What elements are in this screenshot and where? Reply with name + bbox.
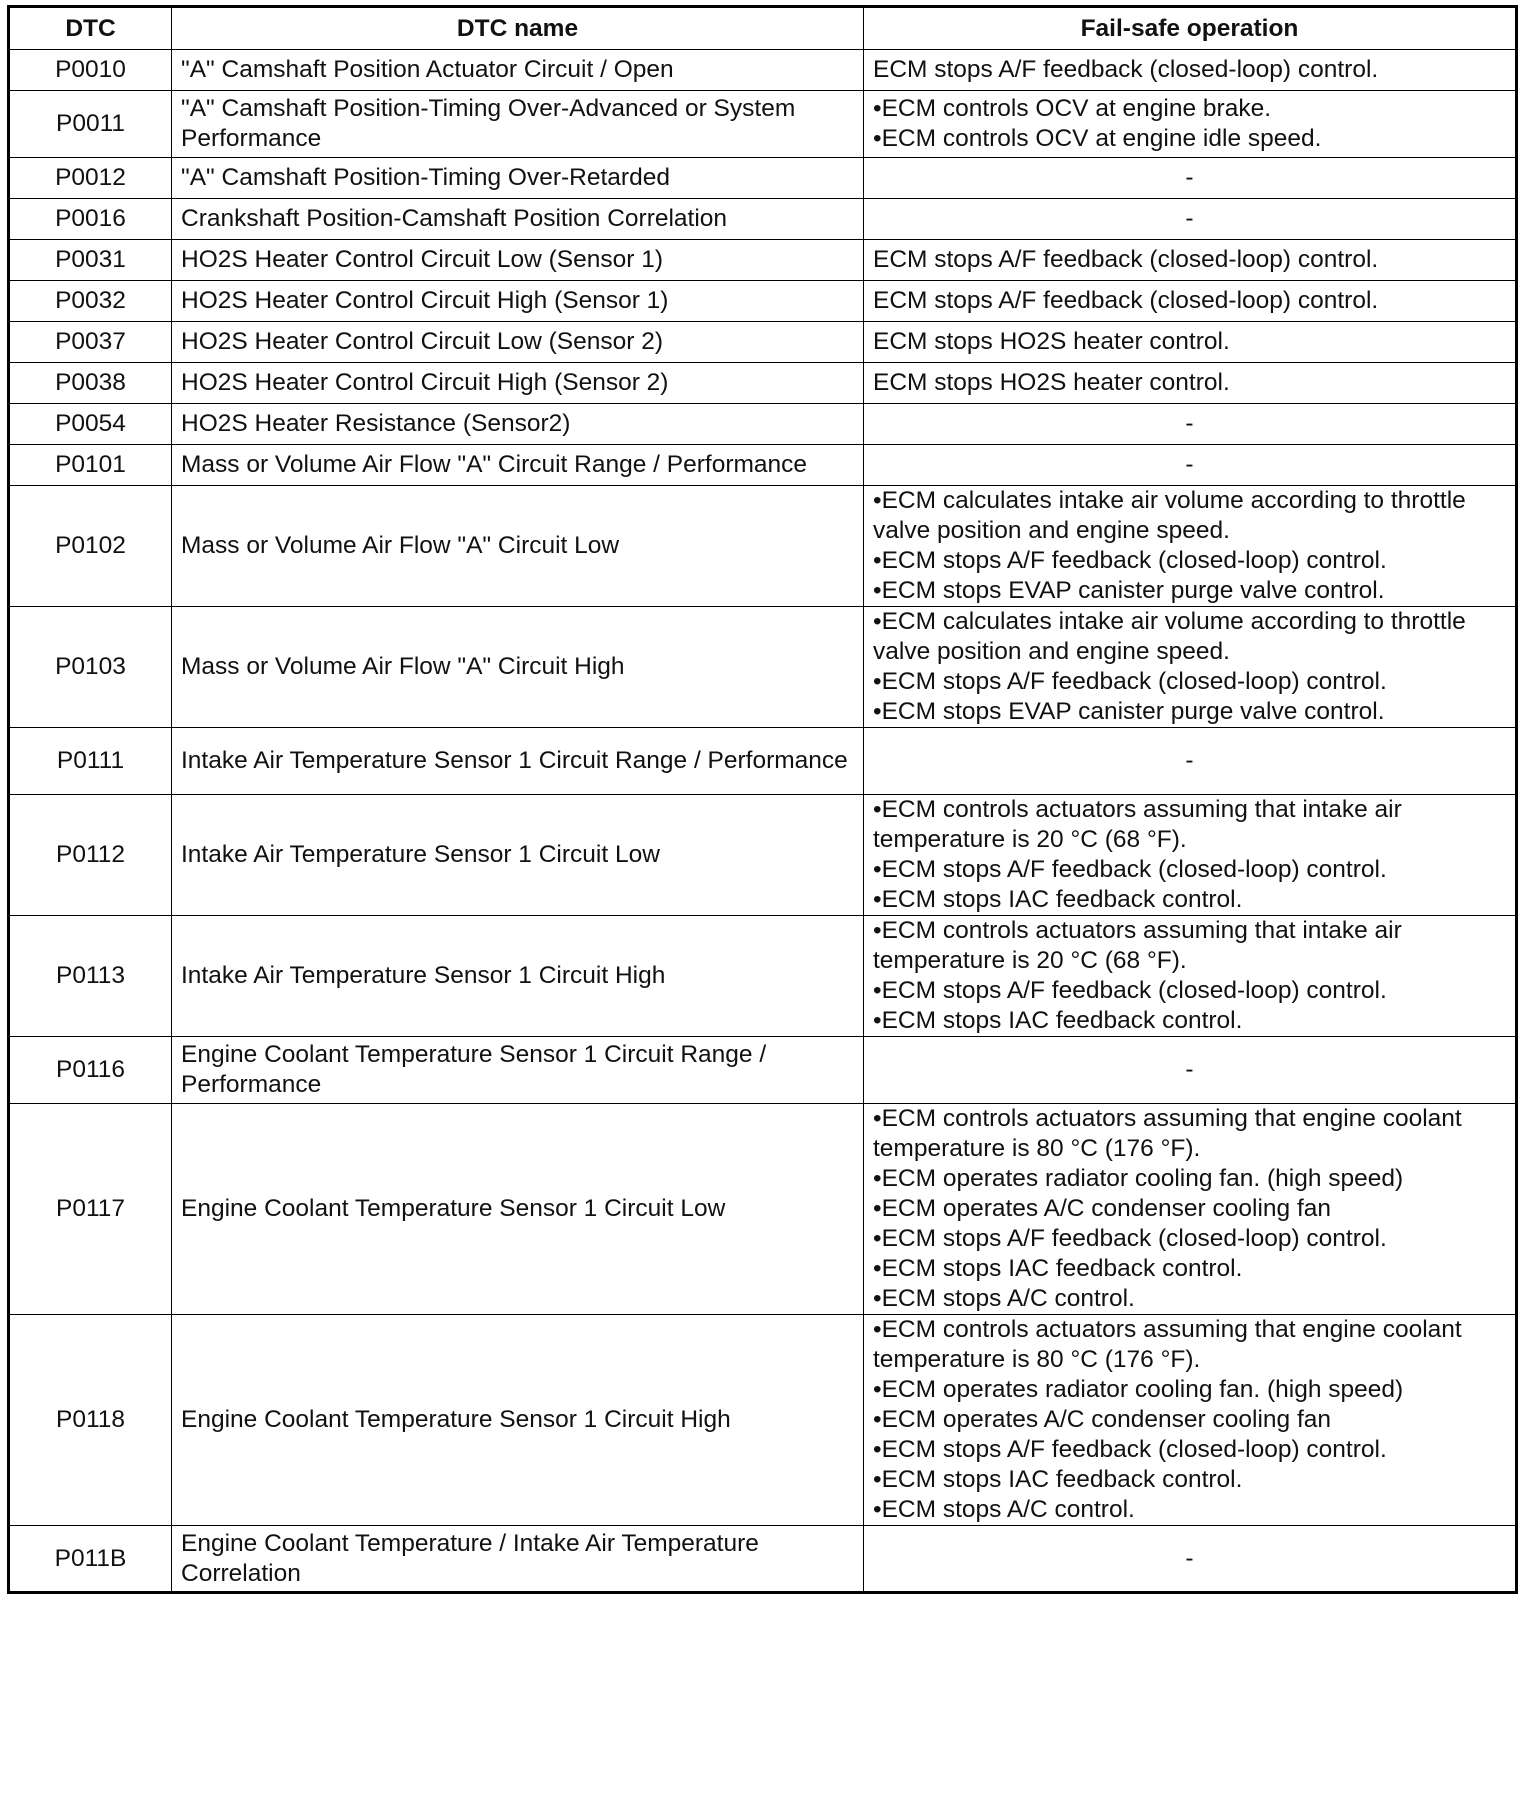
table-row	[9, 1104, 1517, 1315]
fail-safe-operation-line: ECM stops A/F feedback (closed-loop) control.	[873, 246, 1379, 273]
dtc-code-cell: P0101	[9, 445, 172, 486]
fail-safe-operation-line: •ECM operates A/C condenser cooling fan	[873, 1406, 1331, 1433]
fail-safe-operation-cell	[864, 363, 1517, 404]
fail-safe-operation-line: •ECM operates A/C condenser cooling fan	[873, 1195, 1331, 1222]
fail-safe-operation-line: •ECM operates radiator cooling fan. (high speed)	[873, 1376, 1404, 1403]
dtc-name-cell: "A" Camshaft Position-Timing Over-Advanced or System Performance	[172, 91, 864, 158]
table-row	[9, 322, 1517, 363]
table-row	[9, 404, 1517, 445]
dtc-code-cell: P0010	[9, 50, 172, 91]
fail-safe-operation-cell	[864, 91, 1517, 158]
dtc-code-cell: P011B	[9, 1526, 172, 1593]
fail-safe-operation-line: •ECM stops EVAP canister purge valve control.	[873, 577, 1385, 604]
fail-safe-operation-cell	[864, 199, 1517, 240]
fail-safe-operation-line: •ECM stops IAC feedback control.	[873, 1466, 1243, 1493]
fail-safe-operation-line: •ECM stops A/F feedback (closed-loop) control.	[873, 547, 1387, 574]
fail-safe-operation-line: •ECM stops IAC feedback control.	[873, 1007, 1243, 1034]
fail-safe-operation-line: -	[1185, 164, 1194, 191]
dtc-name-cell: Intake Air Temperature Sensor 1 Circuit Range / Performance	[172, 728, 864, 795]
dtc-name-cell: Mass or Volume Air Flow "A" Circuit High	[172, 607, 864, 728]
table-row	[9, 50, 1517, 91]
table-row	[9, 728, 1517, 795]
dtc-name-cell: Intake Air Temperature Sensor 1 Circuit High	[172, 916, 864, 1037]
fail-safe-operation-line: •ECM controls OCV at engine brake.	[873, 95, 1272, 122]
fail-safe-operation-line: •ECM stops A/C control.	[873, 1496, 1135, 1523]
dtc-fail-safe-table	[7, 5, 1518, 1594]
dtc-name-cell: Engine Coolant Temperature Sensor 1 Circuit Range / Performance	[172, 1037, 864, 1104]
dtc-code-cell: P0031	[9, 240, 172, 281]
dtc-name-cell: HO2S Heater Control Circuit High (Sensor 1)	[172, 281, 864, 322]
fail-safe-operation-cell	[864, 240, 1517, 281]
fail-safe-operation-line: •ECM controls actuators assuming that engine coolant temperature is 80 °C (176 °F).	[873, 1316, 1462, 1373]
fail-safe-operation-cell	[864, 607, 1517, 728]
table-row	[9, 1526, 1517, 1593]
fail-safe-operation-cell	[864, 281, 1517, 322]
fail-safe-operation-line: •ECM stops A/F feedback (closed-loop) control.	[873, 977, 1387, 1004]
dtc-name-cell: "A" Camshaft Position-Timing Over-Retarded	[172, 158, 864, 199]
dtc-name-cell: Engine Coolant Temperature / Intake Air Temperature Correlation	[172, 1526, 864, 1593]
dtc-code-cell: P0102	[9, 486, 172, 607]
dtc-name-cell: Mass or Volume Air Flow "A" Circuit Low	[172, 486, 864, 607]
table-row	[9, 91, 1517, 158]
fail-safe-operation-line: •ECM stops A/F feedback (closed-loop) control.	[873, 1436, 1387, 1463]
fail-safe-operation-line: •ECM stops EVAP canister purge valve control.	[873, 698, 1385, 725]
table-row	[9, 1315, 1517, 1526]
fail-safe-operation-line: •ECM controls OCV at engine idle speed.	[873, 125, 1322, 152]
header-fail-safe-operation: Fail-safe operation	[864, 7, 1517, 50]
fail-safe-operation-cell	[864, 322, 1517, 363]
dtc-code-cell: P0012	[9, 158, 172, 199]
fail-safe-operation-cell	[864, 158, 1517, 199]
table-row	[9, 486, 1517, 607]
fail-safe-operation-line: •ECM controls actuators assuming that intake air temperature is 20 °C (68 °F).	[873, 917, 1402, 974]
fail-safe-operation-line: ECM stops HO2S heater control.	[873, 369, 1230, 396]
fail-safe-operation-cell	[864, 404, 1517, 445]
dtc-name-cell: Crankshaft Position-Camshaft Position Correlation	[172, 199, 864, 240]
dtc-code-cell: P0103	[9, 607, 172, 728]
dtc-name-cell: HO2S Heater Resistance (Sensor2)	[172, 404, 864, 445]
fail-safe-operation-line: •ECM stops A/F feedback (closed-loop) control.	[873, 1225, 1387, 1252]
fail-safe-operation-line: •ECM stops IAC feedback control.	[873, 886, 1243, 913]
table-row	[9, 158, 1517, 199]
dtc-code-cell: P0111	[9, 728, 172, 795]
fail-safe-operation-line: -	[1185, 747, 1194, 774]
dtc-code-cell: P0113	[9, 916, 172, 1037]
dtc-name-cell: Mass or Volume Air Flow "A" Circuit Range / Performance	[172, 445, 864, 486]
fail-safe-operation-line: -	[1185, 205, 1194, 232]
header-dtc: DTC	[9, 7, 172, 50]
fail-safe-operation-line: •ECM calculates intake air volume according to throttle valve position and engine speed.	[873, 487, 1466, 544]
fail-safe-operation-line: •ECM controls actuators assuming that engine coolant temperature is 80 °C (176 °F).	[873, 1105, 1462, 1162]
fail-safe-operation-line: •ECM calculates intake air volume according to throttle valve position and engine speed.	[873, 608, 1466, 665]
fail-safe-operation-line: ECM stops A/F feedback (closed-loop) control.	[873, 56, 1379, 83]
dtc-name-cell: HO2S Heater Control Circuit High (Sensor 2)	[172, 363, 864, 404]
fail-safe-operation-cell	[864, 1315, 1517, 1526]
table-body	[9, 50, 1517, 1593]
fail-safe-operation-cell	[864, 1037, 1517, 1104]
fail-safe-operation-cell	[864, 1526, 1517, 1593]
fail-safe-operation-line: •ECM stops IAC feedback control.	[873, 1255, 1243, 1282]
dtc-code-cell: P0054	[9, 404, 172, 445]
fail-safe-operation-line: •ECM operates radiator cooling fan. (high speed)	[873, 1165, 1404, 1192]
fail-safe-operation-cell	[864, 795, 1517, 916]
fail-safe-operation-line: •ECM stops A/C control.	[873, 1285, 1135, 1312]
dtc-code-cell: P0118	[9, 1315, 172, 1526]
dtc-code-cell: P0016	[9, 199, 172, 240]
fail-safe-operation-line: •ECM controls actuators assuming that intake air temperature is 20 °C (68 °F).	[873, 796, 1402, 853]
fail-safe-operation-cell	[864, 728, 1517, 795]
table-row	[9, 281, 1517, 322]
fail-safe-operation-line: -	[1185, 1544, 1194, 1572]
dtc-name-cell: "A" Camshaft Position Actuator Circuit / Open	[172, 50, 864, 91]
dtc-name-cell: Engine Coolant Temperature Sensor 1 Circuit Low	[172, 1104, 864, 1315]
table-row	[9, 240, 1517, 281]
dtc-name-cell: HO2S Heater Control Circuit Low (Sensor 2)	[172, 322, 864, 363]
dtc-name-cell: Intake Air Temperature Sensor 1 Circuit Low	[172, 795, 864, 916]
header-row	[9, 7, 1517, 50]
table-row	[9, 795, 1517, 916]
fail-safe-operation-line: ECM stops HO2S heater control.	[873, 328, 1230, 355]
table-row	[9, 199, 1517, 240]
fail-safe-operation-line: •ECM stops A/F feedback (closed-loop) control.	[873, 856, 1387, 883]
fail-safe-operation-line: -	[1185, 451, 1194, 478]
fail-safe-operation-line: -	[1185, 410, 1194, 437]
table-row	[9, 363, 1517, 404]
dtc-name-cell: Engine Coolant Temperature Sensor 1 Circuit High	[172, 1315, 864, 1526]
table-row	[9, 1037, 1517, 1104]
table-row	[9, 916, 1517, 1037]
table-row	[9, 445, 1517, 486]
fail-safe-operation-cell	[864, 445, 1517, 486]
dtc-name-cell: HO2S Heater Control Circuit Low (Sensor 1)	[172, 240, 864, 281]
fail-safe-operation-line: ECM stops A/F feedback (closed-loop) control.	[873, 287, 1379, 314]
dtc-code-cell: P0032	[9, 281, 172, 322]
table-row	[9, 607, 1517, 728]
fail-safe-operation-line: -	[1185, 1056, 1194, 1083]
dtc-code-cell: P0116	[9, 1037, 172, 1104]
fail-safe-operation-line: •ECM stops A/F feedback (closed-loop) control.	[873, 668, 1387, 695]
dtc-code-cell: P0112	[9, 795, 172, 916]
dtc-code-cell: P0117	[9, 1104, 172, 1315]
dtc-code-cell: P0011	[9, 91, 172, 158]
fail-safe-operation-cell	[864, 486, 1517, 607]
dtc-code-cell: P0038	[9, 363, 172, 404]
dtc-code-cell: P0037	[9, 322, 172, 363]
fail-safe-operation-cell	[864, 1104, 1517, 1315]
fail-safe-operation-cell	[864, 50, 1517, 91]
header-dtc-name: DTC name	[172, 7, 864, 50]
fail-safe-operation-cell	[864, 916, 1517, 1037]
